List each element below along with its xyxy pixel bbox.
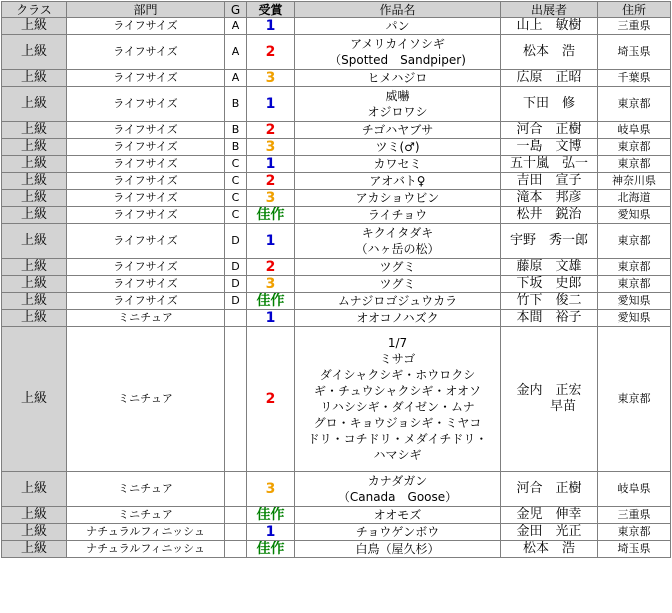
class-cell: 上級 [2, 472, 67, 507]
work-cell [295, 207, 501, 224]
exhibitor-line: 山上 敏樹 [516, 18, 582, 33]
class-cell: 上級 [2, 541, 67, 558]
work-line: キクイタダキ [361, 226, 434, 240]
class-cell: 上級 [2, 276, 67, 293]
table-row [2, 276, 671, 293]
address-cell: 愛知県 [598, 310, 671, 327]
work-line: チゴハヤブサ [361, 123, 434, 137]
exhibitor-line: 一島 文博 [516, 139, 582, 154]
exhibitor-line: 金内 正宏 [516, 383, 582, 398]
dept-cell: ライフサイズ [67, 156, 225, 173]
address-cell: 東京都 [598, 156, 671, 173]
exhibitor-line: 竹下 俊二 [516, 293, 582, 308]
table-row [2, 259, 671, 276]
dept-cell: ライフサイズ [67, 190, 225, 207]
exhibitor-cell [501, 259, 598, 276]
table-row [2, 293, 671, 310]
exhibitor-cell [501, 156, 598, 173]
exhibitor-cell [501, 293, 598, 310]
award-cell: 3 [247, 139, 295, 156]
work-line: カナダガン [367, 474, 428, 488]
exhibitor-line: 宇野 秀一郎 [509, 233, 588, 248]
exhibitor-cell [501, 190, 598, 207]
table-row [2, 173, 671, 190]
award-cell: 佳作 [247, 207, 295, 224]
group-cell: D [225, 224, 247, 259]
group-cell: A [225, 18, 247, 35]
exhibitor-cell [501, 276, 598, 293]
group-cell: B [225, 87, 247, 122]
work-line: ツグミ [379, 277, 416, 291]
award-cell: 1 [247, 156, 295, 173]
exhibitor-cell [501, 472, 598, 507]
award-cell: 1 [247, 18, 295, 35]
dept-cell: ミニチュア [67, 507, 225, 524]
work-line: オオモズ [373, 508, 422, 522]
group-cell [225, 524, 247, 541]
work-cell [295, 507, 501, 524]
work-line: （ハヶ岳の松） [355, 242, 440, 256]
address-cell: 東京都 [598, 87, 671, 122]
work-cell [295, 122, 501, 139]
exhibitor-line: 吉田 宣子 [516, 173, 582, 188]
exhibitor-line: 下坂 史郎 [516, 276, 582, 291]
exhibitor-cell [501, 35, 598, 70]
dept-cell: ライフサイズ [67, 122, 225, 139]
class-cell: 上級 [2, 87, 67, 122]
award-cell: 2 [247, 35, 295, 70]
work-cell [295, 70, 501, 87]
address-cell: 三重県 [598, 507, 671, 524]
group-cell [225, 472, 247, 507]
exhibitor-cell [501, 524, 598, 541]
work-cell [295, 87, 501, 122]
work-cell [295, 293, 501, 310]
work-line: ライチョウ [367, 208, 428, 222]
work-cell [295, 190, 501, 207]
class-cell: 上級 [2, 293, 67, 310]
exhibitor-cell [501, 122, 598, 139]
class-cell: 上級 [2, 310, 67, 327]
table-row [2, 310, 671, 327]
exhibitor-line: 松井 鋭治 [516, 207, 582, 222]
work-cell [295, 310, 501, 327]
exhibitor-line: 早苗 [549, 399, 576, 414]
work-line: カワセミ [373, 157, 422, 171]
class-cell: 上級 [2, 224, 67, 259]
exhibitor-cell [501, 310, 598, 327]
award-cell: 1 [247, 224, 295, 259]
work-line: ツグミ [379, 260, 416, 274]
work-cell [295, 156, 501, 173]
class-cell: 上級 [2, 327, 67, 472]
dept-cell: ライフサイズ [67, 259, 225, 276]
work-line: ツミ(♂) [375, 140, 420, 154]
group-cell [225, 310, 247, 327]
address-cell: 北海道 [598, 190, 671, 207]
work-line: グロ・キョウジョシギ・ミヤコ [313, 416, 482, 430]
exhibitor-cell [501, 139, 598, 156]
address-cell: 埼玉県 [598, 541, 671, 558]
work-line: ギ・チュウシャクシギ・オオソ [313, 384, 482, 398]
exhibitor-cell [501, 207, 598, 224]
group-cell: C [225, 207, 247, 224]
table-row [2, 156, 671, 173]
work-line: ドリ・コチドリ・メダイチドリ・ [307, 432, 488, 446]
work-cell [295, 472, 501, 507]
work-line: ダイシャクシギ・ホウロクシ [319, 368, 476, 382]
dept-cell: ライフサイズ [67, 70, 225, 87]
exhibitor-line: 金児 伸幸 [516, 507, 582, 522]
group-cell [225, 327, 247, 472]
class-cell: 上級 [2, 70, 67, 87]
exhibitor-cell [501, 87, 598, 122]
work-line: （Canada Goose） [337, 490, 458, 504]
address-cell: 東京都 [598, 224, 671, 259]
exhibitor-line: 五十嵐 弘一 [509, 156, 588, 171]
dept-cell: ナチュラルフィニッシュ [67, 524, 225, 541]
exhibitor-line: 河合 正樹 [516, 122, 582, 137]
dept-cell: ライフサイズ [67, 173, 225, 190]
header-name: 出展者 [501, 2, 598, 18]
award-cell: 佳作 [247, 507, 295, 524]
dept-cell: ミニチュア [67, 327, 225, 472]
work-cell [295, 276, 501, 293]
work-line: ヒメハジロ [367, 71, 428, 85]
awards-table [1, 1, 671, 558]
address-cell: 岐阜県 [598, 472, 671, 507]
dept-cell: ライフサイズ [67, 207, 225, 224]
exhibitor-line: 河合 正樹 [516, 481, 582, 496]
class-cell: 上級 [2, 18, 67, 35]
work-line: アメリカイソシギ [350, 37, 445, 51]
address-cell: 千葉県 [598, 70, 671, 87]
group-cell: A [225, 70, 247, 87]
dept-cell: ライフサイズ [67, 293, 225, 310]
work-line: 1/7 [387, 336, 408, 350]
group-cell: B [225, 139, 247, 156]
dept-cell: ミニチュア [67, 310, 225, 327]
work-line: パン [385, 19, 410, 33]
dept-cell: ミニチュア [67, 472, 225, 507]
work-line: ハマシギ [373, 448, 422, 462]
award-cell: 2 [247, 173, 295, 190]
group-cell: C [225, 173, 247, 190]
work-cell [295, 224, 501, 259]
class-cell: 上級 [2, 524, 67, 541]
address-cell: 東京都 [598, 327, 671, 472]
exhibitor-cell [501, 224, 598, 259]
exhibitor-line: 本間 裕子 [516, 310, 582, 325]
work-cell [295, 541, 501, 558]
table-row [2, 70, 671, 87]
exhibitor-line: 金田 光正 [516, 524, 582, 539]
work-cell [295, 327, 501, 472]
group-cell: C [225, 190, 247, 207]
address-cell: 愛知県 [598, 207, 671, 224]
work-cell [295, 18, 501, 35]
work-line: 威嚇 [385, 89, 410, 103]
award-cell: 1 [247, 310, 295, 327]
class-cell: 上級 [2, 207, 67, 224]
table-row [2, 87, 671, 122]
table-row [2, 18, 671, 35]
class-cell: 上級 [2, 156, 67, 173]
class-cell: 上級 [2, 35, 67, 70]
table-row [2, 207, 671, 224]
class-cell: 上級 [2, 190, 67, 207]
address-cell: 東京都 [598, 259, 671, 276]
work-line: アカショウビン [355, 191, 440, 205]
group-cell: A [225, 35, 247, 70]
work-line: リハシシギ・ダイゼン・ムナ [320, 400, 475, 414]
address-cell: 神奈川県 [598, 173, 671, 190]
exhibitor-line: 滝本 邦彦 [516, 190, 582, 205]
group-cell: C [225, 156, 247, 173]
table-row [2, 190, 671, 207]
exhibitor-cell [501, 327, 598, 472]
address-cell: 三重県 [598, 18, 671, 35]
exhibitor-cell [501, 541, 598, 558]
table-row [2, 327, 671, 472]
award-cell: 2 [247, 259, 295, 276]
work-line: オオコノハズク [356, 311, 439, 325]
class-cell: 上級 [2, 259, 67, 276]
class-cell: 上級 [2, 507, 67, 524]
address-cell: 愛知県 [598, 293, 671, 310]
exhibitor-line: 松本 浩 [522, 44, 575, 59]
class-cell: 上級 [2, 173, 67, 190]
exhibitor-cell [501, 507, 598, 524]
table-row [2, 122, 671, 139]
group-cell: D [225, 276, 247, 293]
award-cell: 2 [247, 122, 295, 139]
header-dept: 部門 [67, 2, 225, 18]
work-line: オジロワシ [367, 105, 428, 119]
exhibitor-cell [501, 173, 598, 190]
address-cell: 埼玉県 [598, 35, 671, 70]
header-work: 作品名 [295, 2, 501, 18]
award-cell: 1 [247, 524, 295, 541]
address-cell: 東京都 [598, 139, 671, 156]
award-cell: 3 [247, 276, 295, 293]
award-cell: 1 [247, 87, 295, 122]
address-cell: 東京都 [598, 276, 671, 293]
header-g: G [225, 2, 247, 18]
header-award: 受賞 [247, 2, 295, 18]
work-line: （Spotted Sandpiper) [329, 53, 466, 67]
exhibitor-cell [501, 70, 598, 87]
work-line: アオバト♀ [369, 174, 426, 188]
work-cell [295, 139, 501, 156]
exhibitor-line: 広原 正昭 [516, 70, 582, 85]
class-cell: 上級 [2, 139, 67, 156]
exhibitor-line: 下田 修 [522, 96, 575, 111]
work-line: チョウゲンボウ [355, 525, 440, 539]
group-cell: B [225, 122, 247, 139]
group-cell: D [225, 259, 247, 276]
header-class: クラス [2, 2, 67, 18]
award-cell: 3 [247, 472, 295, 507]
table-row [2, 524, 671, 541]
work-line: 白鳥（屋久杉） [355, 542, 440, 556]
group-cell [225, 541, 247, 558]
work-cell [295, 173, 501, 190]
work-line: ミサゴ [379, 352, 416, 366]
work-line: ムナジロゴジュウカラ [337, 294, 458, 308]
address-cell: 岐阜県 [598, 122, 671, 139]
exhibitor-cell [501, 18, 598, 35]
work-cell [295, 259, 501, 276]
header-row [2, 2, 671, 18]
table-row [2, 35, 671, 70]
header-addr: 住所 [598, 2, 671, 18]
address-cell: 東京都 [598, 524, 671, 541]
award-cell: 佳作 [247, 293, 295, 310]
table-row [2, 224, 671, 259]
table-row [2, 139, 671, 156]
award-cell: 佳作 [247, 541, 295, 558]
class-cell: 上級 [2, 122, 67, 139]
group-cell: D [225, 293, 247, 310]
dept-cell: ライフサイズ [67, 18, 225, 35]
group-cell [225, 507, 247, 524]
work-cell [295, 524, 501, 541]
dept-cell: ライフサイズ [67, 276, 225, 293]
dept-cell: ライフサイズ [67, 224, 225, 259]
table-row [2, 541, 671, 558]
award-cell: 2 [247, 327, 295, 472]
dept-cell: ライフサイズ [67, 139, 225, 156]
table-row [2, 472, 671, 507]
dept-cell: ライフサイズ [67, 87, 225, 122]
dept-cell: ライフサイズ [67, 35, 225, 70]
exhibitor-line: 藤原 文雄 [516, 259, 582, 274]
award-cell: 3 [247, 70, 295, 87]
award-cell: 3 [247, 190, 295, 207]
exhibitor-line: 松本 浩 [522, 541, 575, 556]
dept-cell: ナチュラルフィニッシュ [67, 541, 225, 558]
table-row [2, 507, 671, 524]
work-cell [295, 35, 501, 70]
